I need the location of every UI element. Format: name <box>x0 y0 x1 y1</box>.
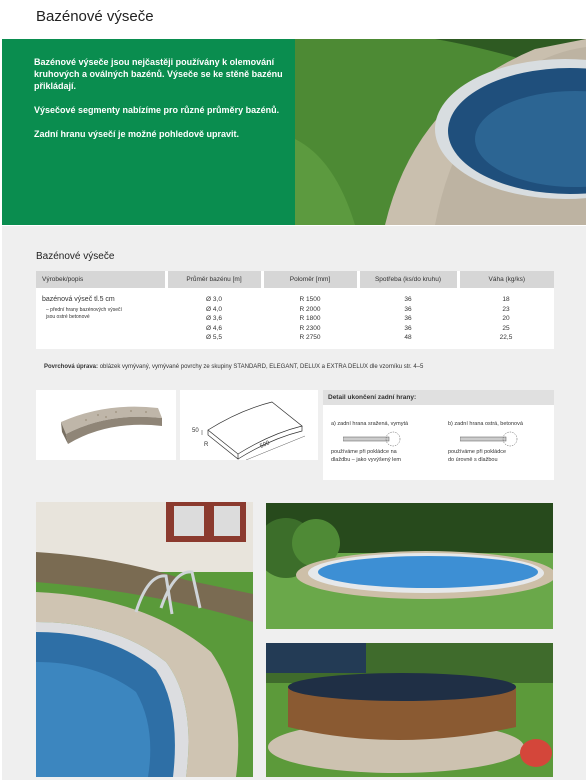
table-row <box>36 288 554 349</box>
technical-drawing-box <box>180 390 318 460</box>
segment-drawing <box>180 390 318 460</box>
edge-option-b-note-2: do úrovně s dlažbou <box>448 457 498 463</box>
edge-option-a-note-2: dlaždbu – jako vyvýšený lem <box>331 457 402 463</box>
col-header-consumption: Spotřeba (ks/do kruhu) <box>358 271 458 288</box>
edge-detail-box <box>323 390 554 480</box>
edge-detail-title: Detail ukončení zadní hrany: <box>323 390 554 405</box>
edge-option-b-title: b) zadní hrana ostrá, betonová <box>448 421 523 427</box>
product-note-1: – přední hrany bazénových výsečí <box>46 306 122 313</box>
edge-option-a <box>331 420 413 464</box>
intro-paragraph-3: Zadní hranu výsečí je možné pohledově upravit. <box>34 129 240 139</box>
product-note-2: jsou ostré betonové <box>46 313 90 320</box>
intro-paragraph-2: Výsečové segmenty nabízíme pro různé průměry bazénů. <box>34 105 280 115</box>
cell-product <box>36 288 166 349</box>
edge-option-a-title: a) zadní hrana sražená, vymytá <box>331 421 409 427</box>
surface-text: oblázek vymývaný, vymývané povrchy ze skupiny STANDARD, ELEGANT, DELUX a EXTRA DELUX dle vzorníku str. 4–5 <box>98 364 424 370</box>
edge-b-diagram <box>460 430 530 448</box>
hero-photo <box>295 39 586 225</box>
dim-length: 500 <box>259 440 271 450</box>
col-header-diameter: Průměr bazénu [m] <box>166 271 262 288</box>
edge-option-b <box>448 420 530 464</box>
photo-wooden-pool <box>266 643 553 777</box>
product-sample-image <box>36 390 176 460</box>
cell-consumption: 36 36 36 36 48 <box>404 296 412 341</box>
product-table <box>36 271 554 349</box>
surface-note <box>44 364 554 370</box>
intro-paragraph-1: Bazénové výseče jsou nejčastěji používány k olemování kruhových a oválných bazénů. Výseče se ke stěně bazénu přikládají. <box>34 57 283 91</box>
photo-round-pool <box>266 503 553 629</box>
table-title: Bazénové výseče <box>36 251 115 262</box>
cell-weights: 18 23 20 25 22,5 <box>499 296 513 341</box>
cell-diameters: Ø 3,0 Ø 4,0 Ø 3,6 Ø 4,6 Ø 5,5 <box>206 296 222 341</box>
edge-a-diagram <box>343 430 413 448</box>
edge-option-b-note-1: používáme při pokládce <box>448 449 507 455</box>
surface-label: Povrchová úprava: <box>44 364 99 370</box>
col-header-weight: Váha (kg/ks) <box>458 271 554 288</box>
product-name: bazénová výseč tl.5 cm <box>42 296 115 303</box>
dim-radius: R <box>204 442 209 448</box>
col-header-radius: Poloměr [mm] <box>262 271 358 288</box>
col-header-product: Výrobek/popis <box>36 271 166 288</box>
intro-box <box>2 39 295 225</box>
edge-option-a-note-1: používáme při pokládce na <box>331 449 397 455</box>
product-sample-box <box>36 390 176 460</box>
dim-thickness: 50 <box>192 428 199 434</box>
page-title: Bazénové výseče <box>36 8 154 25</box>
cell-radii: R 1500 R 2000 R 1800 R 2300 R 2750 <box>299 296 321 341</box>
photo-pool-ladder <box>36 502 253 777</box>
